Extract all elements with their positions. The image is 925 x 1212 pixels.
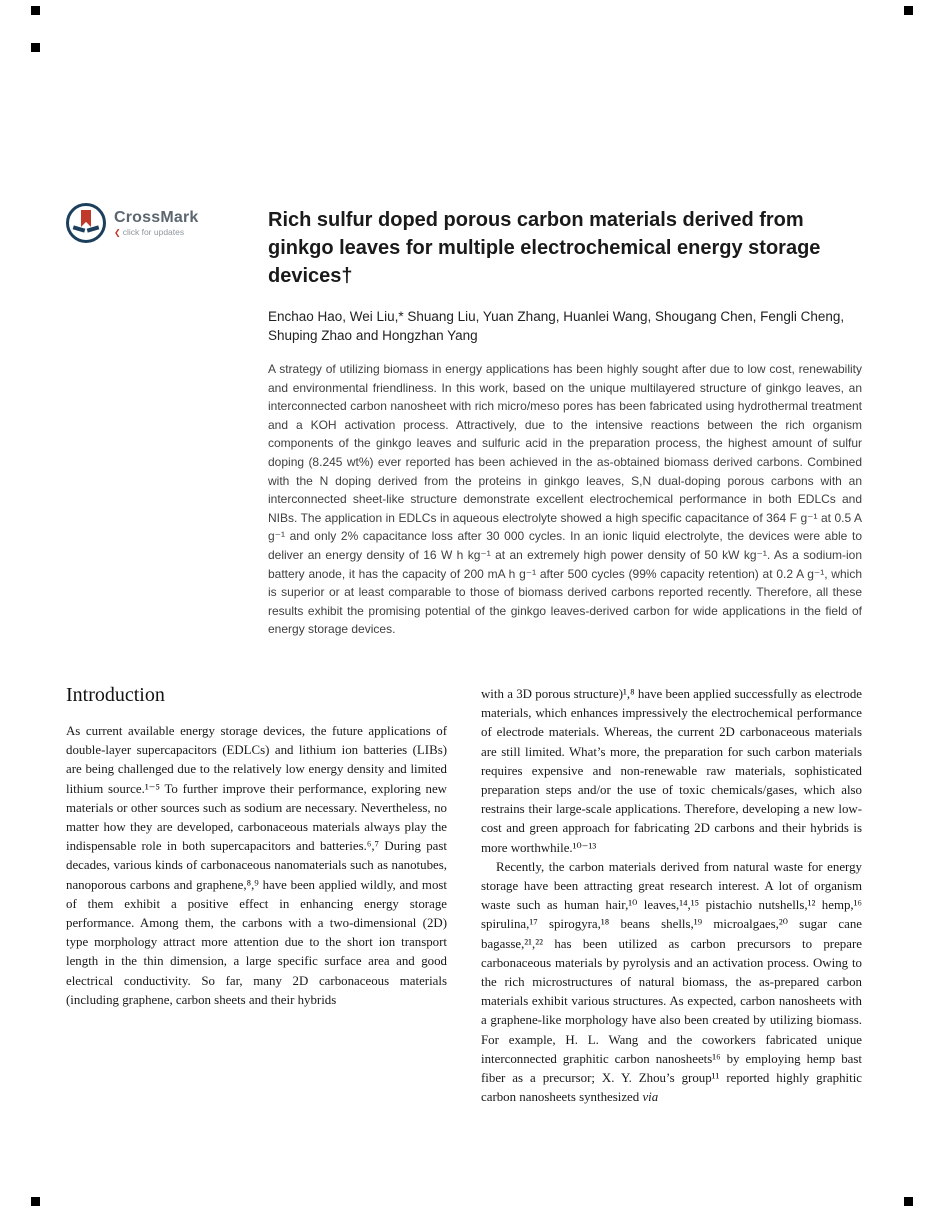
crossmark-tagline xyxy=(114,227,199,238)
article-abstract: A strategy of utilizing biomass in energy applications has been highly sought after due to low cost, renewability and environmental friendliness. In this work, based on the unique multilayered structure of ginkgo leaves, an interconnected carbon nanosheet with rich micro/meso pores has been fabricated using hydrothermal treatment and a KOH activation process. Attractively, due to the intensive reactions between the rich organism components of the ginkgo leaves and sulfuric acid in the preparation process, the highest amount of sulfur doping (8.245 wt%) ever reported has been achieved in the as-obtained biomass derived carbons. Combined with the N doping derived from the proteins in ginkgo leaves, S,N dual-doping porous carbons with an interconnected sheet-like structure demonstrate excellent electrochemical performance in both EDLCs and NIBs. The application in EDLCs in aqueous electrolyte showed a high specific capacitance of 364 F g⁻¹ at 0.5 A g⁻¹ and only 2% capacitance loss after 30 000 cycles. In an ionic liquid electrolyte, the devices were able to deliver an energy density of 16 W h kg⁻¹ at an extremely high power density of 50 kW kg⁻¹. As a sodium-ion battery anode, it has the capacity of 200 mA h g⁻¹ after 500 cycles (99% capacity retention) at 0.2 A g⁻¹, which is superior or at least comparable to those of biomass derived carbons reported recently. Therefore, all these results exhibit the promising potential of the ginkgo leaves-derived carbon for wide applications in the field of energy storage devices. xyxy=(268,362,862,637)
registration-mark xyxy=(31,1197,40,1206)
intro-paragraph-3 xyxy=(481,858,862,1108)
registration-mark xyxy=(904,1197,913,1206)
chevron-left-icon: ❮ xyxy=(114,227,121,237)
registration-mark xyxy=(31,6,40,15)
crossmark-badge[interactable] xyxy=(66,203,199,243)
intro-paragraph-3-text: Recently, the carbon materials derived from natural waste for energy storage have been attracting great research interest. A lot of organism waste such as human hair,¹⁰ leaves,¹⁴,¹⁵ pistachio nutshells,¹² hemp,¹⁶ spirulina,¹⁷ spirogyra,¹⁸ beans shells,¹⁹ microalgaes,²⁰ sugar cane bagasse,²¹,²² has been utilized as carbon precursors to prepare carbonaceous materials by pyrolysis and an activation process. Owing to the rich microstructures of natural biomass, the as-prepared carbon materials exhibit various structures. As expected, carbon nanosheets with a graphene-like morphology have also been created by utilizing biomass. For example, H. L. Wang and the coworkers fabricated unique interconnected graphitic carbon nanosheets¹⁶ by employing hemp bast fiber as a precursor; X. Y. Zhou’s group¹¹ reported highly graphitic carbon nanosheets synthesized xyxy=(481,859,862,1105)
article-title: Rich sulfur doped porous carbon materials derived from ginkgo leaves for multiple electrochemical energy storage devices† xyxy=(268,209,821,287)
open-book-icon xyxy=(87,225,100,232)
crossmark-label: CrossMark xyxy=(114,208,199,226)
section-heading-introduction: Introduction xyxy=(66,684,165,706)
intro-paragraph-2: with a 3D porous structure)¹,⁸ have been applied successfully as electrode materials, which enhances impressively the electrochemical performance of electrode materials. Whereas, the current 2D carbonaceous materials are still limited. What’s more, the preparation for such carbon materials requires expensive and non-renewable raw materials, sophisticated preparation steps and/or the use of toxic chemicals/gases, which also restrains their large-scale applications. Therefore, developing a new low-cost and green approach for fabricating 2D carbons and their hybrids is more worthwhile.¹⁰⁻¹³ xyxy=(481,687,862,855)
intro-paragraph-1: As current available energy storage devices, the future applications of double-layer supercapacitors (EDLCs) and lithium ion batteries (LIBs) are being challenged due to the relatively low energy density and limited lithium source.¹⁻⁵ To further improve their performance, exploring new materials or other sources such as sodium are necessary. Nevertheless, no matter how they are developed, carbonaceous materials always play the indispensable role in both supercapacitors and batteries.⁶,⁷ During past decades, various kinds of carbonaceous nanomaterials such as nanotubes, nanoporous carbons and graphene,⁸,⁹ have been applied wildly, and most of them exhibit a positive effect in enhancing energy storage performance. Among them, the carbons with a two-dimensional (2D) type morphology attract more attention due to the short ion transport length in the thin dimension, a large specific surface area and good electrical conductivity. So far, many 2D carbonaceous materials (including graphene, carbon sheets and their hybrids xyxy=(66,724,447,1007)
crossmark-tagline-text: click for updates xyxy=(122,226,185,237)
registration-mark xyxy=(31,43,40,52)
bookmark-ribbon-icon xyxy=(81,210,91,227)
registration-mark xyxy=(904,6,913,15)
italic-via: via xyxy=(642,1090,659,1105)
intro-column-right xyxy=(481,685,862,1107)
crossmark-text xyxy=(114,209,199,238)
article-authors: Enchao Hao, Wei Liu,* Shuang Liu, Yuan Zhang, Huanlei Wang, Shougang Chen, Fengli Cheng, Shuping Zhao and Hongzhan Yang xyxy=(268,309,845,343)
crossmark-logo-icon xyxy=(66,203,106,243)
open-book-icon xyxy=(73,225,86,232)
intro-column-left xyxy=(66,722,447,1010)
